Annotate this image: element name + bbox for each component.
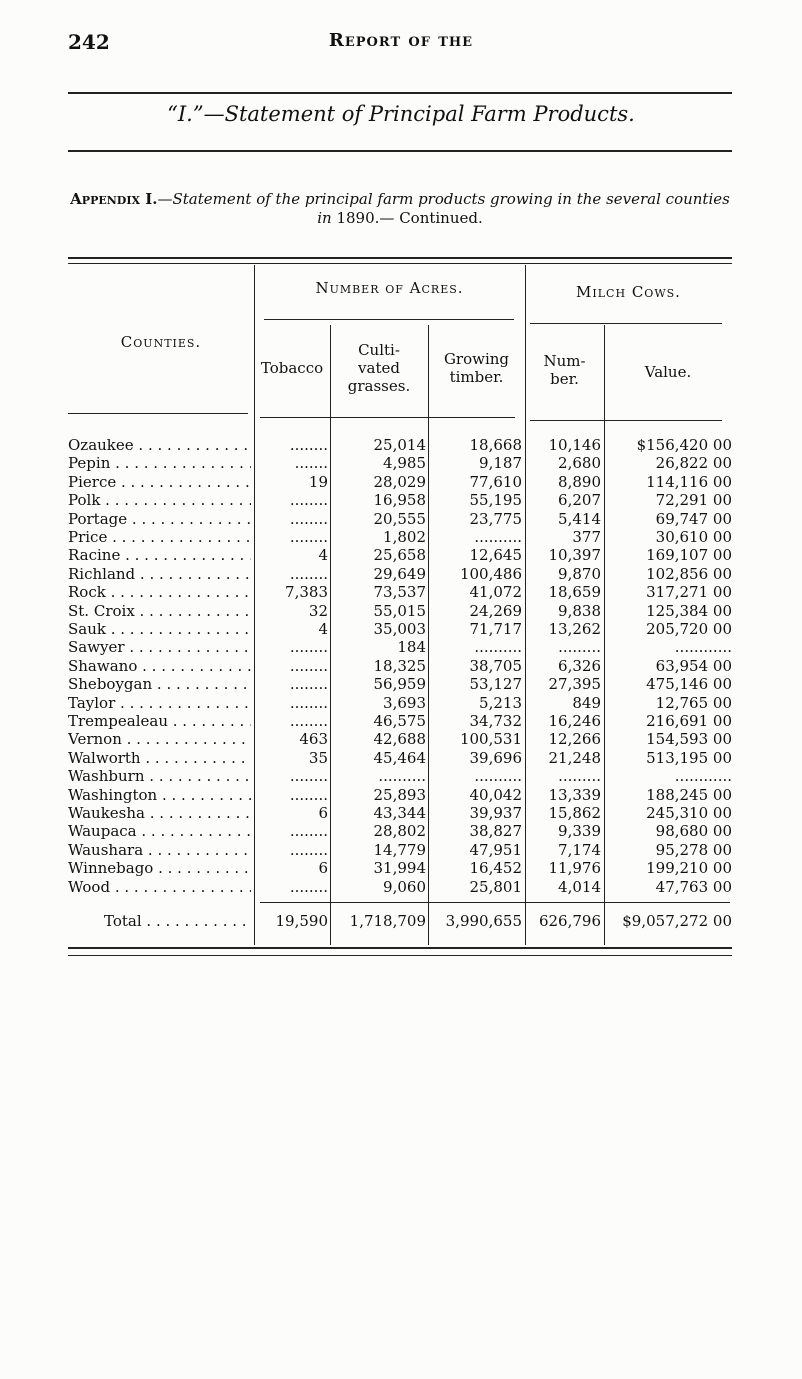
county-cell: Wood . . . bbox=[68, 878, 251, 896]
cultivated-grasses-cell: 28,802 bbox=[373, 822, 426, 841]
cultivated-grasses-cell: 42,688 bbox=[373, 730, 426, 749]
cows-number-cell: 16,246 bbox=[548, 712, 601, 730]
cows-value-cell: 317,271 00 bbox=[646, 583, 732, 602]
cows-number-cell: 10,397 bbox=[548, 546, 601, 565]
cows-number-cell: 5,414 bbox=[558, 509, 601, 528]
cultivated-grasses-cell: 3,693 bbox=[383, 693, 426, 712]
cows-number-cell: 12,266 bbox=[548, 730, 601, 749]
table-row bbox=[68, 804, 732, 822]
tobacco-cell: 19 bbox=[308, 472, 328, 491]
cows-value-cell: 102,856 00 bbox=[646, 564, 732, 583]
cows-value-cell: ............ bbox=[674, 767, 732, 786]
cows-value-cell: $156,420 00 bbox=[636, 436, 732, 454]
growing-timber-cell: 38,827 bbox=[469, 822, 522, 841]
header-timber bbox=[428, 350, 525, 386]
tobacco-cell: ........ bbox=[289, 785, 328, 804]
cultivated-grasses-cell: 55,015 bbox=[373, 601, 426, 620]
tobacco-cell: 6 bbox=[318, 859, 328, 878]
header-number-of-acres: Number of Acres. bbox=[315, 279, 464, 297]
tobacco-cell: ........ bbox=[289, 509, 328, 528]
cows-number-cell: ......... bbox=[558, 767, 601, 786]
header-bottom-rule bbox=[530, 420, 722, 421]
table-row bbox=[68, 638, 732, 656]
cows-value-cell: 188,245 00 bbox=[646, 785, 732, 804]
table-row bbox=[68, 694, 732, 712]
cows-number-cell: 377 bbox=[572, 528, 601, 546]
table-row bbox=[68, 859, 732, 877]
county-cell: Waushara . . . bbox=[68, 841, 251, 859]
cows-number-cell: 9,870 bbox=[558, 564, 601, 583]
county-cell: Shawano . . . bbox=[68, 657, 251, 675]
cows-value-cell: 72,291 00 bbox=[655, 491, 732, 510]
cultivated-grasses-cell: 29,649 bbox=[373, 564, 426, 583]
table-row bbox=[68, 675, 732, 693]
tobacco-cell: ........ bbox=[289, 840, 328, 859]
tobacco-cell: 4 bbox=[318, 546, 328, 565]
growing-timber-cell: 53,127 bbox=[469, 675, 522, 694]
table-bottom-rule-2 bbox=[68, 955, 732, 956]
cultivated-grasses-cell: 46,575 bbox=[373, 712, 426, 730]
cultivated-grasses-cell: 9,060 bbox=[383, 877, 426, 896]
cultivated-grasses-cell: 1,802 bbox=[383, 528, 426, 546]
header-counties: Counties. bbox=[120, 333, 202, 351]
cows-number-cell: 9,838 bbox=[558, 601, 601, 620]
tobacco-cell: 32 bbox=[308, 601, 328, 620]
growing-timber-cell: 18,668 bbox=[469, 436, 522, 454]
county-cell: Walworth . . . bbox=[68, 749, 251, 767]
cows-number-cell: 6,326 bbox=[558, 656, 601, 675]
table-row bbox=[68, 491, 732, 509]
growing-timber-cell: 47,951 bbox=[469, 840, 522, 859]
cultivated-grasses-cell: .......... bbox=[378, 767, 426, 786]
header-cultivated-line: grasses. bbox=[347, 377, 411, 395]
tobacco-cell: 7,383 bbox=[285, 583, 328, 602]
table-row bbox=[68, 565, 732, 583]
cows-value-cell: 30,610 00 bbox=[655, 528, 732, 546]
header-cultivated bbox=[330, 341, 428, 395]
table-row bbox=[68, 546, 732, 564]
cultivated-grasses-cell: 18,325 bbox=[373, 656, 426, 675]
cultivated-grasses-cell: 45,464 bbox=[373, 748, 426, 767]
growing-timber-cell: .......... bbox=[474, 767, 522, 786]
cows-value-cell: 69,747 00 bbox=[655, 509, 732, 528]
cows-value-cell: 154,593 00 bbox=[646, 730, 732, 749]
caption-lead: Appendix I. bbox=[70, 190, 158, 208]
header-value: Value. bbox=[644, 363, 692, 381]
table-row bbox=[68, 730, 732, 748]
table-row bbox=[68, 436, 732, 454]
caption-text: Statement of the principal farm products growing in the several counties in bbox=[172, 190, 730, 227]
county-cell: Sawyer . . . bbox=[68, 638, 251, 656]
cultivated-grasses-cell: 25,014 bbox=[373, 436, 426, 454]
cultivated-grasses-cell: 16,958 bbox=[373, 491, 426, 510]
cows-value-cell: 12,765 00 bbox=[655, 693, 732, 712]
table-row bbox=[68, 749, 732, 767]
page-number: 242 bbox=[68, 30, 110, 54]
tobacco-cell: ........ bbox=[289, 491, 328, 510]
growing-timber-cell: 12,645 bbox=[469, 546, 522, 565]
growing-timber-cell: 40,042 bbox=[469, 785, 522, 804]
tobacco-cell: ........ bbox=[289, 712, 328, 730]
growing-timber-cell: 41,072 bbox=[469, 583, 522, 602]
tobacco-cell: 35 bbox=[308, 748, 328, 767]
table-row bbox=[68, 473, 732, 491]
tobacco-cell: ........ bbox=[289, 528, 328, 546]
header-bottom-rule bbox=[68, 413, 248, 414]
header-timber-line: Growing bbox=[443, 350, 510, 368]
growing-timber-cell: 71,717 bbox=[469, 620, 522, 638]
table-row bbox=[68, 767, 732, 785]
cows-number-cell: ......... bbox=[558, 638, 601, 657]
header-cultivated-line: vated bbox=[358, 359, 400, 377]
growing-timber-cell: 34,732 bbox=[469, 712, 522, 730]
header-cultivated-line: Culti- bbox=[358, 341, 400, 359]
cows-value-cell: 216,691 00 bbox=[646, 712, 732, 730]
caption-year: 1890 bbox=[336, 209, 375, 227]
header-number-line: ber. bbox=[550, 370, 579, 388]
cows-value-cell: 95,278 00 bbox=[655, 840, 732, 859]
cows-number-cell: 2,680 bbox=[558, 454, 601, 473]
cows-number-cell: 11,976 bbox=[548, 859, 601, 878]
cows-number-cell: 21,248 bbox=[548, 748, 601, 767]
acres-group-rule bbox=[264, 319, 514, 320]
cultivated-grasses-cell: 14,779 bbox=[373, 840, 426, 859]
table-row bbox=[68, 454, 732, 472]
cultivated-grasses-cell: 73,537 bbox=[373, 583, 426, 602]
cultivated-grasses-cell: 25,658 bbox=[373, 546, 426, 565]
total-cultivated-grasses-cell: 1,718,709 bbox=[349, 912, 426, 930]
county-cell: Waukesha . . . bbox=[68, 804, 251, 822]
table-top-rule-2 bbox=[68, 263, 732, 264]
cultivated-grasses-cell: 43,344 bbox=[373, 804, 426, 822]
growing-timber-cell: 5,213 bbox=[479, 693, 522, 712]
cows-group-rule bbox=[530, 323, 722, 324]
cows-number-cell: 15,862 bbox=[548, 804, 601, 822]
county-cell: Washburn . . . bbox=[68, 767, 251, 785]
total-tobacco-cell: 19,590 bbox=[275, 912, 328, 930]
total-county-cell: Total . . . bbox=[68, 912, 251, 930]
cows-number-cell: 13,262 bbox=[548, 620, 601, 638]
county-cell: Ozaukee . . . bbox=[68, 436, 251, 454]
growing-timber-cell: 55,195 bbox=[469, 491, 522, 510]
table-row bbox=[68, 583, 732, 601]
growing-timber-cell: 39,696 bbox=[469, 748, 522, 767]
county-cell: Taylor . . . bbox=[68, 694, 251, 712]
county-cell: Polk . . . bbox=[68, 491, 251, 509]
growing-timber-cell: .......... bbox=[474, 528, 522, 546]
table-caption bbox=[68, 190, 732, 228]
growing-timber-cell: 25,801 bbox=[469, 877, 522, 896]
total-cows-value-cell: $9,057,272 00 bbox=[622, 912, 732, 930]
growing-timber-cell: 24,269 bbox=[469, 601, 522, 620]
total-rule bbox=[260, 902, 730, 903]
table-row bbox=[68, 602, 732, 620]
cultivated-grasses-cell: 25,893 bbox=[373, 785, 426, 804]
cows-number-cell: 849 bbox=[572, 693, 601, 712]
cows-value-cell: 245,310 00 bbox=[646, 804, 732, 822]
tobacco-cell: ........ bbox=[289, 436, 328, 454]
cultivated-grasses-cell: 56,959 bbox=[373, 675, 426, 694]
cultivated-grasses-cell: 4,985 bbox=[383, 454, 426, 473]
header-number-line: Num- bbox=[543, 352, 586, 370]
tobacco-cell: ........ bbox=[289, 693, 328, 712]
tobacco-cell: ........ bbox=[289, 564, 328, 583]
running-head: Report of the bbox=[328, 30, 474, 51]
header-milch-cows: Milch Cows. bbox=[576, 283, 681, 301]
cultivated-grasses-cell: 184 bbox=[397, 638, 426, 657]
tobacco-cell: ........ bbox=[289, 638, 328, 657]
table-row bbox=[68, 510, 732, 528]
cows-number-cell: 7,174 bbox=[558, 840, 601, 859]
top-rule bbox=[68, 92, 732, 94]
growing-timber-cell: 9,187 bbox=[479, 454, 522, 473]
cows-value-cell: 169,107 00 bbox=[646, 546, 732, 565]
cows-value-cell: 205,720 00 bbox=[646, 620, 732, 638]
growing-timber-cell: 100,531 bbox=[459, 730, 522, 749]
table-row bbox=[68, 657, 732, 675]
county-cell: Trempealeau . . . bbox=[68, 712, 251, 730]
tobacco-cell: ........ bbox=[289, 822, 328, 841]
cows-value-cell: 63,954 00 bbox=[655, 656, 732, 675]
tobacco-cell: 6 bbox=[318, 804, 328, 822]
title-rule bbox=[68, 150, 732, 152]
cultivated-grasses-cell: 35,003 bbox=[373, 620, 426, 638]
tobacco-cell: ........ bbox=[289, 675, 328, 694]
county-cell: Richland . . . bbox=[68, 565, 251, 583]
growing-timber-cell: 38,705 bbox=[469, 656, 522, 675]
cows-number-cell: 27,395 bbox=[548, 675, 601, 694]
cows-value-cell: ............ bbox=[674, 638, 732, 657]
table-row bbox=[68, 822, 732, 840]
table-row bbox=[68, 878, 732, 896]
county-cell: Winnebago . . . bbox=[68, 859, 251, 877]
caption-dash: — bbox=[157, 190, 173, 208]
cows-number-cell: 10,146 bbox=[548, 436, 601, 454]
cows-value-cell: 125,384 00 bbox=[646, 601, 732, 620]
county-cell: Vernon . . . bbox=[68, 730, 251, 748]
growing-timber-cell: 100,486 bbox=[459, 564, 522, 583]
county-cell: St. Croix . . . bbox=[68, 602, 251, 620]
cultivated-grasses-cell: 20,555 bbox=[373, 509, 426, 528]
cultivated-grasses-cell: 31,994 bbox=[373, 859, 426, 878]
growing-timber-cell: 39,937 bbox=[469, 804, 522, 822]
cows-number-cell: 4,014 bbox=[558, 877, 601, 896]
section-title: “I.”—Statement of Principal Farm Products. bbox=[167, 102, 635, 126]
tobacco-cell: 4 bbox=[318, 620, 328, 638]
county-cell: Waupaca . . . bbox=[68, 822, 251, 840]
county-cell: Portage . . . bbox=[68, 510, 251, 528]
header-number bbox=[525, 352, 604, 388]
county-cell: Price . . . bbox=[68, 528, 251, 546]
tobacco-cell: ........ bbox=[289, 656, 328, 675]
county-cell: Washington . . . bbox=[68, 786, 251, 804]
header-timber-line: timber. bbox=[449, 368, 504, 386]
table-row bbox=[68, 528, 732, 546]
growing-timber-cell: 77,610 bbox=[469, 472, 522, 491]
cows-number-cell: 6,207 bbox=[558, 491, 601, 510]
growing-timber-cell: 16,452 bbox=[469, 859, 522, 878]
table-row bbox=[68, 841, 732, 859]
tobacco-cell: ........ bbox=[289, 767, 328, 786]
cows-value-cell: 26,822 00 bbox=[655, 454, 732, 473]
cows-number-cell: 18,659 bbox=[548, 583, 601, 602]
cows-number-cell: 9,339 bbox=[558, 822, 601, 841]
county-cell: Pepin . . . bbox=[68, 454, 251, 472]
header-tobacco: Tobacco bbox=[260, 359, 324, 377]
total-growing-timber-cell: 3,990,655 bbox=[445, 912, 522, 930]
cows-value-cell: 114,116 00 bbox=[646, 472, 732, 491]
county-cell: Pierce . . . bbox=[68, 473, 251, 491]
table-top-rule bbox=[68, 257, 732, 259]
tobacco-cell: 463 bbox=[299, 730, 328, 749]
cows-value-cell: 47,763 00 bbox=[655, 877, 732, 896]
growing-timber-cell: .......... bbox=[474, 638, 522, 657]
cows-value-cell: 475,146 00 bbox=[646, 675, 732, 694]
cows-value-cell: 98,680 00 bbox=[655, 822, 732, 841]
tobacco-cell: ....... bbox=[294, 454, 328, 473]
cows-number-cell: 8,890 bbox=[558, 472, 601, 491]
table-row bbox=[68, 712, 732, 730]
county-cell: Sheboygan . . . bbox=[68, 675, 251, 693]
table-row bbox=[68, 786, 732, 804]
total-row bbox=[68, 912, 732, 930]
data-table bbox=[68, 255, 732, 975]
cows-number-cell: 13,339 bbox=[548, 785, 601, 804]
caption-suffix: .— Continued. bbox=[374, 209, 483, 227]
table-bottom-rule bbox=[68, 947, 732, 949]
total-cows-number-cell: 626,796 bbox=[538, 912, 601, 930]
county-cell: Racine . . . bbox=[68, 546, 251, 564]
tobacco-cell: ........ bbox=[289, 877, 328, 896]
county-cell: Rock . . . bbox=[68, 583, 251, 601]
header-bottom-rule bbox=[260, 417, 515, 418]
cows-value-cell: 513,195 00 bbox=[646, 748, 732, 767]
table-row bbox=[68, 620, 732, 638]
cows-value-cell: 199,210 00 bbox=[646, 859, 732, 878]
growing-timber-cell: 23,775 bbox=[469, 509, 522, 528]
cultivated-grasses-cell: 28,029 bbox=[373, 472, 426, 491]
county-cell: Sauk . . . bbox=[68, 620, 251, 638]
